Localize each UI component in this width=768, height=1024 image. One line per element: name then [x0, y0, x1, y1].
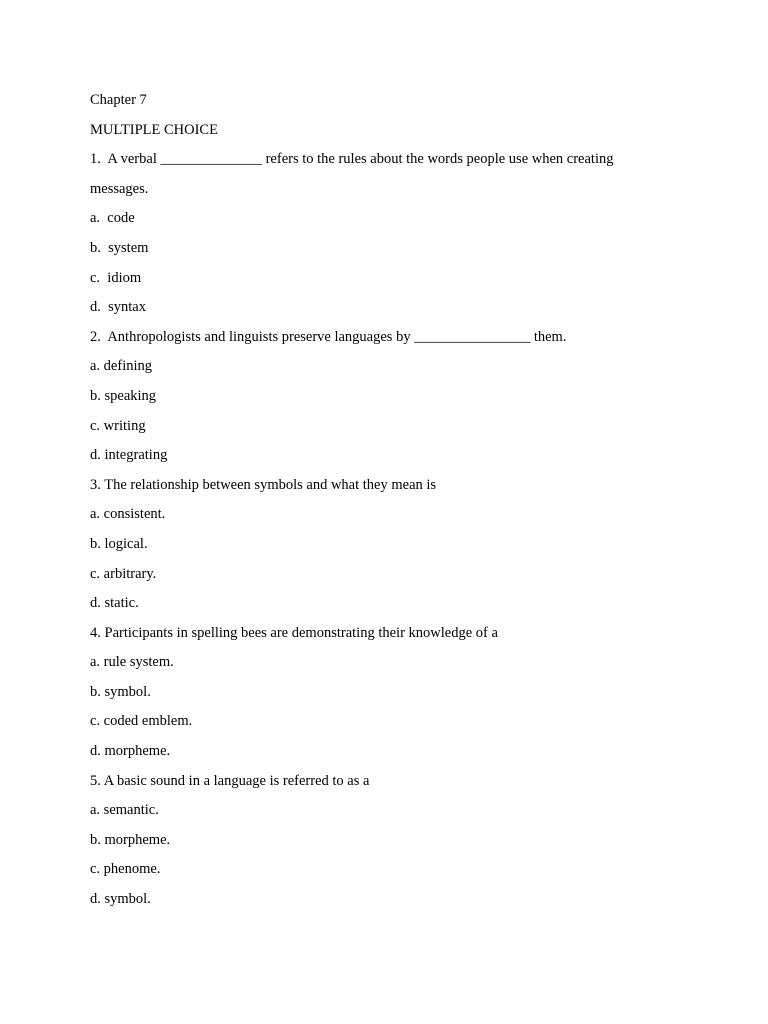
section-heading: MULTIPLE CHOICE: [90, 121, 218, 138]
question-5-option-b: b. morpheme.: [90, 831, 171, 848]
question-3-option-c: c. arbitrary.: [90, 565, 157, 582]
question-5-option-a: a. semantic.: [90, 802, 159, 819]
question-1-stem: 1. A verbal ______________ refers to the rules about the words people use when creating: [90, 151, 614, 168]
question-4-option-c: c. coded emblem.: [90, 713, 193, 730]
question-1-option-d: d. syntax: [90, 299, 146, 316]
question-4-option-d: d. morpheme.: [90, 743, 171, 760]
question-2-option-c: c. writing: [90, 417, 146, 434]
question-1-option-c: c. idiom: [90, 269, 142, 286]
question-5-option-c: c. phenome.: [90, 861, 161, 878]
question-2-stem: 2. Anthropologists and linguists preserve languages by ________________ them.: [90, 328, 567, 345]
question-3-option-d: d. static.: [90, 595, 139, 612]
question-3-stem: 3. The relationship between symbols and what they mean is: [90, 476, 437, 493]
question-4-stem: 4. Participants in spelling bees are demonstrating their knowledge of a: [90, 624, 498, 641]
question-2-option-d: d. integrating: [90, 447, 168, 464]
question-1-stem-continued: messages.: [90, 180, 149, 197]
document-content: [90, 86, 690, 915]
question-3-option-a: a. consistent.: [90, 506, 166, 523]
chapter-title: Chapter 7: [90, 92, 147, 108]
question-4-option-b: b. symbol.: [90, 683, 151, 700]
question-3-option-b: b. logical.: [90, 535, 148, 552]
question-1-option-a: a. code: [90, 210, 135, 227]
question-2-option-a: a. defining: [90, 358, 153, 375]
question-5-option-d: d. symbol.: [90, 891, 151, 908]
question-5-stem: 5. A basic sound in a language is referred to as a: [90, 772, 370, 789]
question-2-option-b: b. speaking: [90, 387, 157, 404]
question-1-option-b: b. system: [90, 239, 149, 256]
question-4-option-a: a. rule system.: [90, 654, 174, 671]
